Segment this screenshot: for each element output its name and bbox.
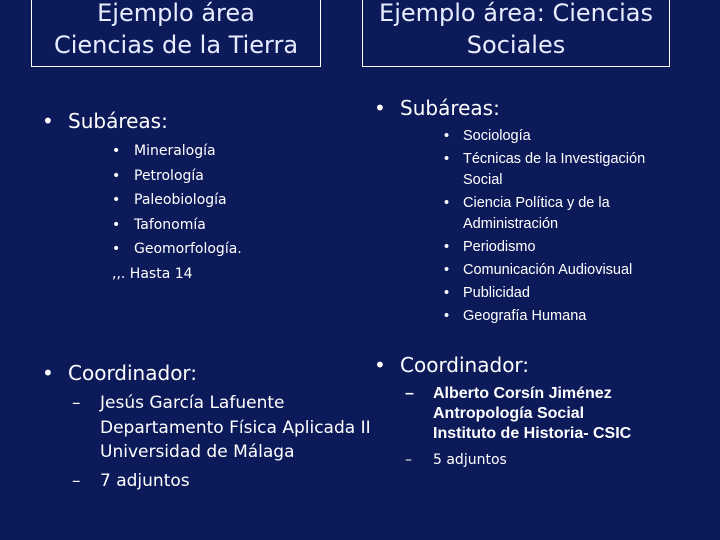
dash: – bbox=[72, 393, 81, 413]
list-item bbox=[112, 237, 332, 262]
list-item-text: Publicidad bbox=[463, 285, 530, 301]
list-item bbox=[112, 139, 332, 164]
list-item-more: ,,. Hasta 14 bbox=[112, 265, 193, 282]
right-subareas-list bbox=[444, 126, 684, 329]
right-subareas-heading bbox=[374, 95, 500, 121]
title-line-2: Ciencias de la Tierra bbox=[53, 31, 299, 59]
adjuntos-text: 7 adjuntos bbox=[100, 470, 190, 491]
left-coordinator-details bbox=[72, 391, 372, 493]
bullet: • bbox=[444, 128, 450, 144]
list-item-text: Comunicación Audiovisual bbox=[463, 262, 633, 278]
coordinator-block bbox=[405, 384, 705, 444]
coordinator-name: Alberto Corsín Jiménez bbox=[433, 385, 612, 402]
list-item-text: Sociología bbox=[463, 128, 531, 144]
left-subareas-list bbox=[112, 139, 332, 286]
list-item-text: Técnicas de la Investigación Social bbox=[463, 151, 646, 188]
adjuntos-row bbox=[72, 469, 372, 494]
heading-text: Subáreas: bbox=[68, 109, 168, 133]
right-coordinator-details bbox=[405, 384, 705, 470]
list-item bbox=[112, 213, 332, 238]
list-item bbox=[444, 126, 684, 147]
dash: – bbox=[72, 470, 81, 491]
bullet: • bbox=[112, 167, 121, 184]
adjuntos-text: 5 adjuntos bbox=[433, 452, 507, 468]
bullet: • bbox=[444, 239, 450, 255]
list-item-text: Mineralogía bbox=[134, 143, 216, 159]
heading-text: Coordinador: bbox=[68, 361, 198, 385]
title-line-1: Ejemplo área: Ciencias bbox=[379, 0, 653, 27]
bullet: • bbox=[444, 151, 450, 167]
list-item bbox=[444, 260, 684, 281]
bullet: • bbox=[444, 285, 450, 301]
coordinator-name: Jesús García Lafuente bbox=[100, 393, 285, 413]
coordinator-department: Departamento Física Aplicada II bbox=[100, 417, 371, 438]
title-line-1: Ejemplo área bbox=[97, 0, 255, 27]
list-item-text: Paleobiología bbox=[134, 192, 227, 208]
bullet: • bbox=[42, 109, 54, 133]
list-item-text: Geografía Humana bbox=[463, 308, 587, 324]
heading-text: Coordinador: bbox=[400, 353, 530, 377]
right-coordinator-heading bbox=[374, 352, 529, 378]
bullet: • bbox=[444, 195, 450, 211]
list-item bbox=[112, 164, 332, 189]
bullet: • bbox=[444, 262, 450, 278]
adjuntos-row bbox=[405, 450, 705, 470]
list-item bbox=[444, 237, 684, 258]
list-item bbox=[112, 188, 332, 213]
bullet: • bbox=[112, 192, 121, 208]
list-item-text: Petrología bbox=[134, 167, 204, 184]
dash: – bbox=[405, 452, 412, 468]
title-line-2: Sociales bbox=[466, 31, 566, 59]
bullet: • bbox=[112, 241, 121, 257]
list-item-text: Geomorfología. bbox=[134, 241, 242, 257]
bullet: • bbox=[112, 143, 121, 159]
list-item-text: Periodismo bbox=[463, 239, 536, 255]
list-item bbox=[444, 149, 684, 191]
bullet: • bbox=[444, 308, 450, 324]
list-item-text: Tafonomía bbox=[134, 216, 206, 233]
bullet: • bbox=[42, 361, 54, 385]
bullet: • bbox=[112, 216, 121, 233]
left-subareas-heading bbox=[42, 108, 168, 134]
title-box-social-sciences bbox=[362, 0, 670, 67]
heading-text: Subáreas: bbox=[400, 96, 500, 120]
list-item-text: Ciencia Política y de la Administración bbox=[463, 195, 610, 232]
coordinator-institution: Universidad de Málaga bbox=[100, 442, 295, 462]
dash: – bbox=[405, 385, 414, 402]
title-box-earth-sciences bbox=[31, 0, 321, 67]
list-item bbox=[444, 283, 684, 304]
bullet: • bbox=[374, 96, 386, 120]
coordinator-institution: Instituto de Historia- CSIC bbox=[433, 425, 632, 442]
coordinator-block bbox=[72, 391, 372, 465]
list-item bbox=[444, 193, 684, 235]
bullet: • bbox=[374, 353, 386, 377]
coordinator-department: Antropología Social bbox=[433, 405, 585, 422]
left-coordinator-heading bbox=[42, 360, 197, 386]
list-item bbox=[444, 306, 684, 327]
